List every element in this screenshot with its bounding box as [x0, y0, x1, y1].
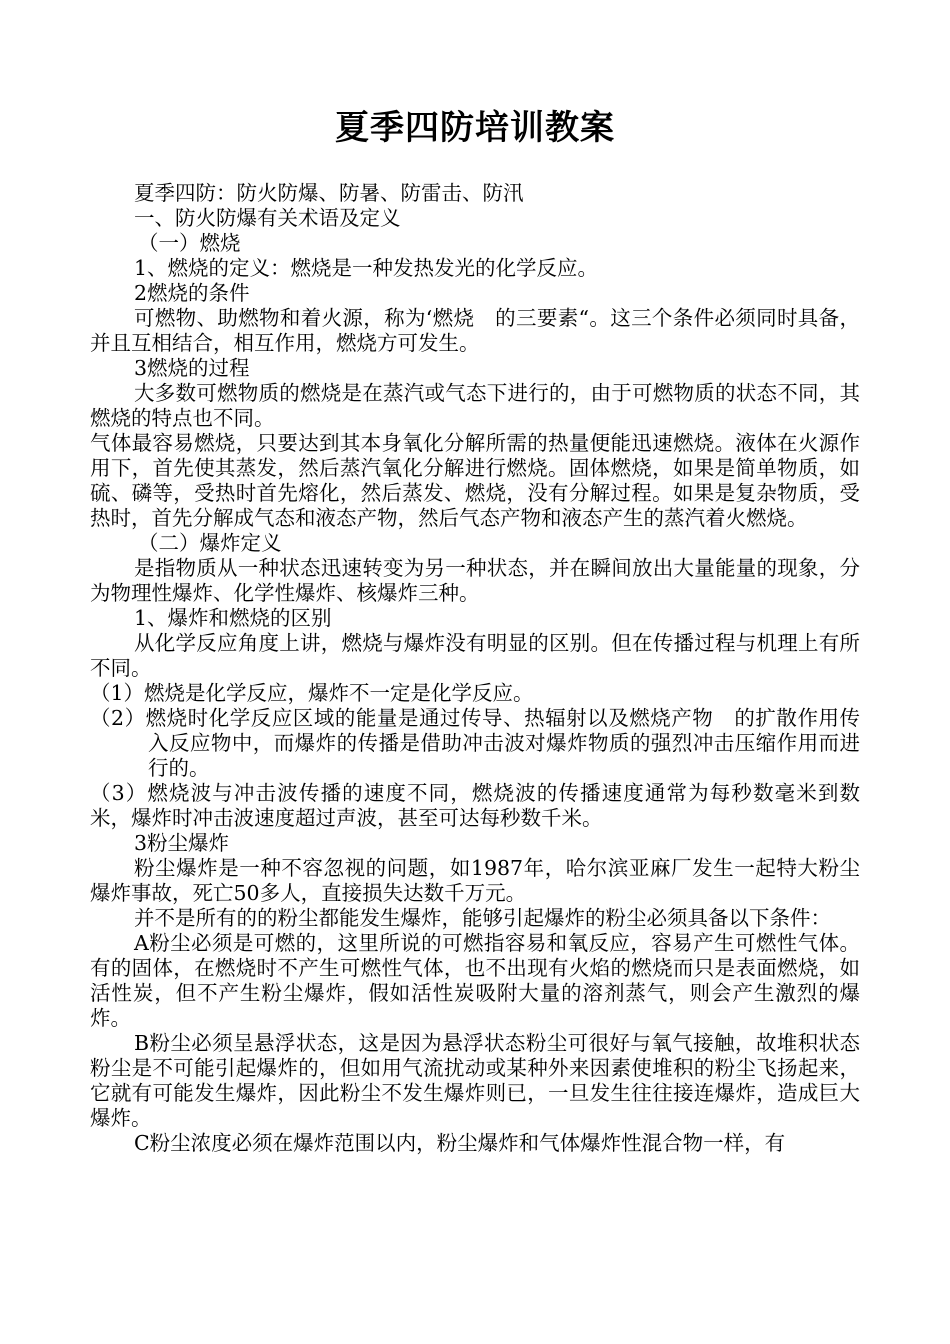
heading-combustion-process: 3燃烧的过程: [134, 356, 250, 380]
paragraph-condition-c: C粉尘浓度必须在爆炸范围以内，粉尘爆炸和气体爆炸性混合物一样，有: [134, 1131, 786, 1155]
heading-combustion-conditions: 2燃烧的条件: [134, 281, 250, 305]
paragraph-combustion-states: 气体最容易燃烧，只要达到其本身氧化分解所需的热量便能迅速燃烧。液体在火源作用下，首先使其蒸发，然后蒸汽氧化分解进行燃烧。固体燃烧，如果是简单物质，如硫、磷等，受热时首先熔化，然后蒸发、燃烧，没有分解过程。如果是复杂物质，受热时，首先分解成气态和液态产物，然后气态产物和液态产生的蒸汽着火燃烧。: [90, 431, 860, 530]
subsection-heading-combustion: （一）燃烧: [138, 231, 241, 255]
paragraph-combustion-definition: 1、燃烧的定义：燃烧是一种发热发光的化学反应。: [134, 256, 599, 280]
document-body: [90, 181, 860, 1156]
paragraph-condition-a: A粉尘必须是可燃的，这里所说的可燃指容易和氧反应，容易产生可燃性气体。有的固体，在燃烧时不产生可燃性气体，也不出现有火焰的燃烧而只是表面燃烧，如活性炭，但不产生粉尘爆炸，假如活性炭吸附大量的溶剂蒸气，则会产生激烈的爆炸。: [90, 931, 860, 1030]
paragraph-summary: 夏季四防：防火防爆、防暑、防雷击、防汛: [134, 181, 524, 205]
heading-dust-explosion: 3粉尘爆炸: [134, 831, 230, 855]
list-item-1: （1）燃烧是化学反应，爆炸不一定是化学反应。: [90, 681, 534, 705]
subsection-heading-explosion: （二）爆炸定义: [138, 531, 282, 555]
paragraph-combustion-process: 大多数可燃物质的燃烧是在蒸汽或气态下进行的，由于可燃物质的状态不同，其燃烧的特点也不同。: [90, 381, 860, 430]
section-heading-1: 一、防火防爆有关术语及定义: [134, 206, 401, 230]
paragraph-dust-explosion-example: 粉尘爆炸是一种不容忽视的问题，如1987年，哈尔滨亚麻厂发生一起特大粉尘爆炸事故，死亡50多人，直接损失达数千万元。: [90, 856, 860, 905]
list-item-2: （2）燃烧时化学反应区域的能量是通过传导、热辐射以及燃烧产物 的扩散作用传入反应物中，而爆炸的传播是借助冲击波对爆炸物质的强烈冲击压缩作用而进行的。: [90, 706, 860, 780]
paragraph-explosion-vs-combustion: 从化学反应角度上讲，燃烧与爆炸没有明显的区别。但在传播过程与机理上有所不同。: [90, 631, 860, 680]
paragraph-dust-explosion-conditions: 并不是所有的的粉尘都能发生爆炸，能够引起爆炸的粉尘必须具备以下条件：: [134, 906, 831, 930]
list-item-3: （3）燃烧波与冲击波传播的速度不同，燃烧波的传播速度通常为每秒数毫米到数米，爆炸时冲击波速度超过声波，甚至可达每秒数千米。: [90, 781, 860, 830]
paragraph-condition-b: B粉尘必须呈悬浮状态，这是因为悬浮状态粉尘可很好与氧气接触，故堆积状态粉尘是不可能引起爆炸的，但如用气流扰动或某种外来因素使堆积的粉尘飞扬起来，它就有可能发生爆炸，因此粉尘不发生爆炸则已，一旦发生往往接连爆炸，造成巨大爆炸。: [90, 1031, 860, 1130]
heading-explosion-vs-combustion: 1、爆炸和燃烧的区别: [134, 606, 332, 630]
document-title: 夏季四防培训教案: [335, 108, 615, 148]
paragraph-combustion-conditions: 可燃物、助燃物和着火源，称为‘燃烧 的三要素“。这三个条件必须同时具备，并且互相结合，相互作用，燃烧方可发生。: [90, 306, 860, 355]
paragraph-explosion-definition: 是指物质从一种状态迅速转变为另一种状态，并在瞬间放出大量能量的现象，分为物理性爆炸、化学性爆炸、核爆炸三种。: [90, 556, 860, 605]
